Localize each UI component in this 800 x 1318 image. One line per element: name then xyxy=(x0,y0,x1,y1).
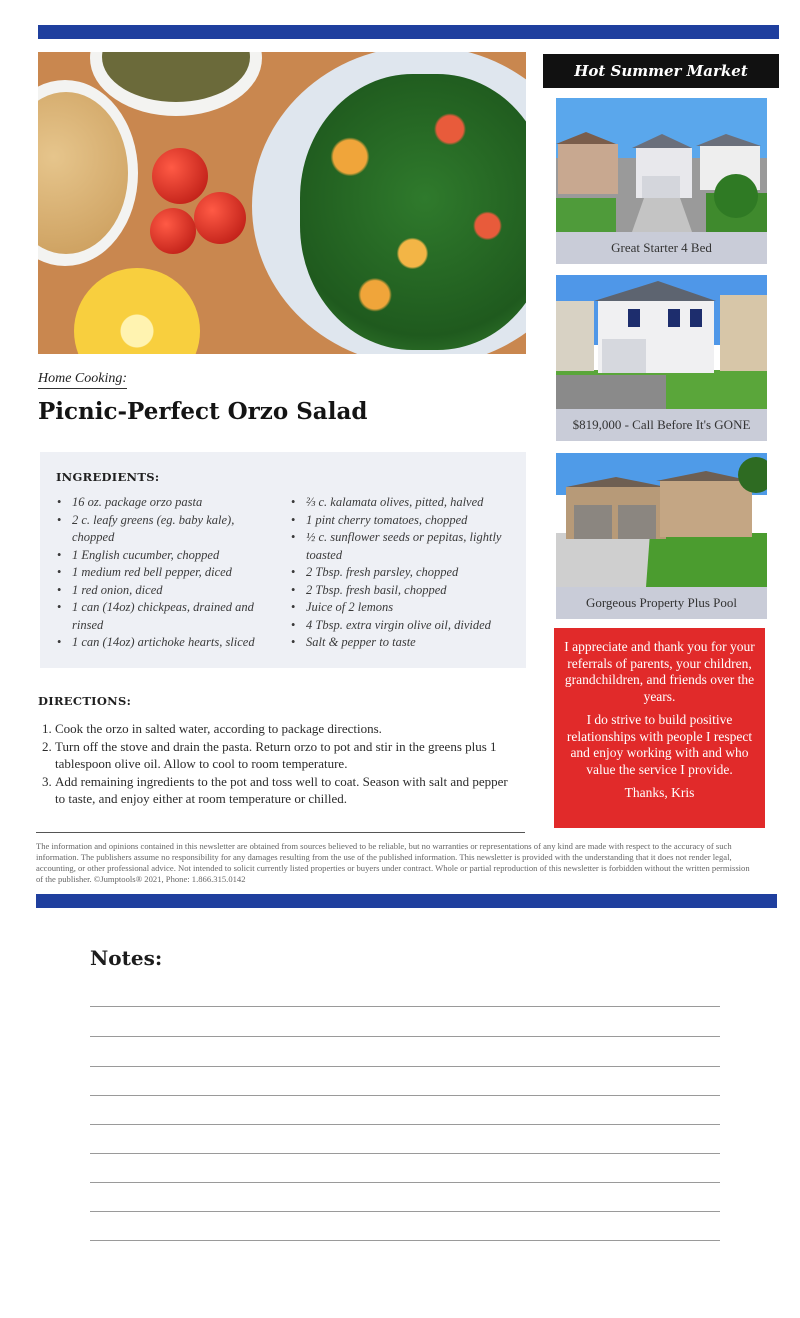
salad-photo xyxy=(38,52,526,354)
notes-line xyxy=(90,1036,720,1037)
cherry-tomato xyxy=(150,208,196,254)
ingredient-item: • Juice of 2 lemons xyxy=(306,599,526,617)
disclaimer-text: The information and opinions contained in this newsletter are obtained from sources believed to be reliable, but no warranties or representations of any kind are made with respect to the accuracy of such information. The publishers assume no responsibility for any damages resulting from the use of the published information. This newsletter is provided with the understanding that it does not render legal, accounting, or other professional advice. Not intended to solicit currently listed properties or buyers under contract. Whole or partial reproduction of this newsletter is forbidden without the written permission of the publisher. ©Jumptools® 2021, Phone: 1.866.315.0142 xyxy=(36,841,750,884)
ingredient-item: • 1 English cucumber, chopped xyxy=(72,547,276,565)
notes-line xyxy=(90,1006,720,1007)
notes-line xyxy=(90,1240,720,1241)
ingredients-list-right xyxy=(290,494,526,652)
notes-line xyxy=(90,1211,720,1212)
directions-list xyxy=(38,720,515,808)
ingredient-item: • 1 pint cherry tomatoes, chopped xyxy=(306,512,526,530)
cherry-tomato xyxy=(152,148,208,204)
section-kicker: Home Cooking: xyxy=(38,371,127,389)
ingredients-list-left xyxy=(56,494,276,652)
top-band xyxy=(38,25,779,39)
thanks-paragraph-1: I appreciate and thank you for your referrals of parents, your children, grandchildren, and friends over the years. xyxy=(564,639,755,704)
thanks-paragraph-2: I do strive to build positive relationships with people I respect and enjoy working with and who value the service I provide. xyxy=(566,712,753,777)
thanks-signoff: Thanks, Kris xyxy=(624,785,695,800)
ingredient-item: • Salt & pepper to taste xyxy=(306,634,526,652)
listing-photo-1 xyxy=(556,98,767,232)
ingredients-heading: INGREDIENTS: xyxy=(56,470,160,484)
listing-photo-2 xyxy=(556,275,767,409)
ingredient-item: • 2 Tbsp. fresh basil, chopped xyxy=(306,582,526,600)
ingredient-item: • ½ c. sunflower seeds or pepitas, lightly toasted xyxy=(306,529,526,564)
ingredient-item: • 4 Tbsp. extra virgin olive oil, divided xyxy=(306,617,526,635)
listing-caption-1: Great Starter 4 Bed xyxy=(556,232,767,264)
notes-line xyxy=(90,1066,720,1067)
ingredient-item: • ⅔ c. kalamata olives, pitted, halved xyxy=(306,494,526,512)
divider xyxy=(36,832,525,833)
recipe-title: Picnic-Perfect Orzo Salad xyxy=(38,398,368,425)
ingredient-item: • 1 medium red bell pepper, diced xyxy=(72,564,276,582)
lemon-half xyxy=(74,268,200,354)
ingredient-item: • 1 can (14oz) chickpeas, drained and rinsed xyxy=(72,599,276,634)
listing-caption-3: Gorgeous Property Plus Pool xyxy=(556,587,767,619)
direction-step: 3. Add remaining ingredients to the pot and toss well to coat. Season with salt and pepper to taste, and enjoy either at room temperature or chilled. xyxy=(55,773,515,808)
ingredient-item: • 2 Tbsp. fresh parsley, chopped xyxy=(306,564,526,582)
ingredient-item: • 1 red onion, diced xyxy=(72,582,276,600)
directions-heading: DIRECTIONS: xyxy=(38,694,132,708)
cherry-tomato xyxy=(194,192,246,244)
notes-line xyxy=(90,1095,720,1096)
listing-caption-2: $819,000 - Call Before It's GONE xyxy=(556,409,767,441)
ingredient-item: • 2 c. leafy greens (eg. baby kale), chopped xyxy=(72,512,276,547)
listing-photo-3 xyxy=(556,453,767,587)
notes-line xyxy=(90,1124,720,1125)
ingredient-item: • 16 oz. package orzo pasta xyxy=(72,494,276,512)
bottom-band xyxy=(36,894,777,908)
ingredient-item: • 1 can (14oz) artichoke hearts, sliced xyxy=(72,634,276,652)
direction-step: 2. Turn off the stove and drain the pasta. Return orzo to pot and stir in the greens plus 1 tablespoon olive oil. Allow to cool to room temperature. xyxy=(55,738,515,773)
notes-line xyxy=(90,1153,720,1154)
thank-you-box xyxy=(554,628,765,828)
notes-label: Notes: xyxy=(90,946,163,970)
direction-step: 1. Cook the orzo in salted water, according to package directions. xyxy=(55,720,515,738)
sidebar-heading: Hot Summer Market xyxy=(543,54,779,88)
orzo-salad xyxy=(300,74,526,350)
notes-line xyxy=(90,1182,720,1183)
